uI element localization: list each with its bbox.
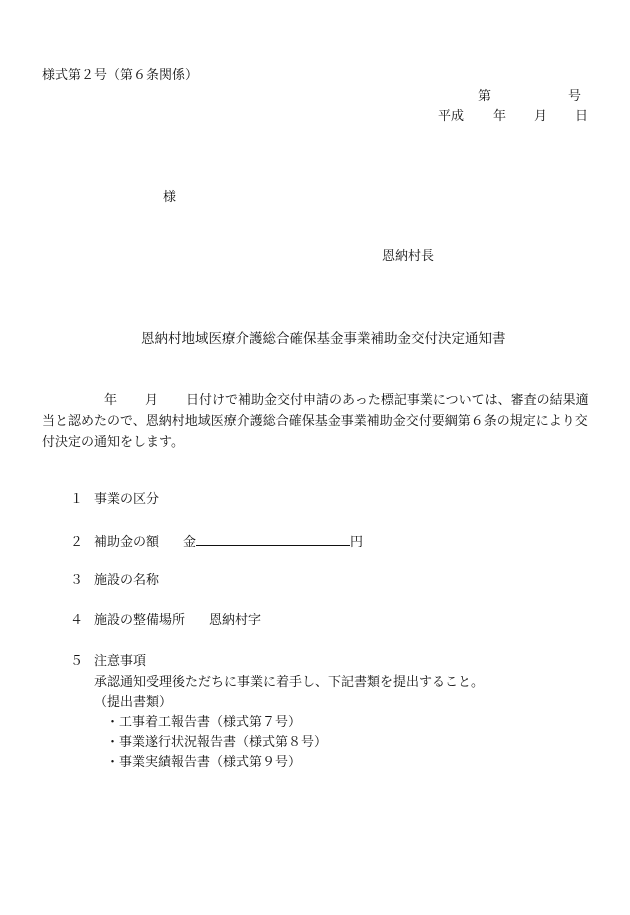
amount-prefix: 金	[183, 535, 197, 550]
notes-text: 承認通知受理後ただちに事業に着手し、下記書類を提出すること。	[94, 675, 485, 690]
body-line2: 当と認めたので、恩納村地域医療介護総合確保基金事業補助金交付要綱第６条の規定により交	[42, 414, 588, 429]
item-number: ４	[70, 613, 84, 628]
doc-number-suffix: 号	[568, 89, 582, 104]
item-label: 補助金の額	[94, 535, 160, 550]
date-era: 平成	[438, 109, 465, 124]
item-facility-name	[70, 573, 159, 589]
required-document-item: ・事業遂行状況報告書（様式第８号）	[106, 735, 328, 750]
item-facility-location	[70, 613, 261, 629]
item-label: 施設の整備場所	[94, 613, 186, 628]
date-day: 日	[575, 109, 589, 124]
item-label: 施設の名称	[94, 573, 160, 588]
item-number: ２	[70, 535, 84, 550]
body-year: 年	[104, 393, 118, 408]
form-label: 様式第２号（第６条関係）	[42, 68, 199, 83]
body-paragraph	[42, 390, 590, 453]
body-month: 月	[145, 393, 159, 408]
date-month: 月	[534, 109, 548, 124]
body-line3: 付決定の通知をします。	[42, 435, 184, 450]
item-subsidy-amount	[70, 533, 363, 551]
body-line1: 日付けで補助金交付申請のあった標記事業については、審査の結果適	[186, 393, 589, 408]
doc-number-prefix: 第	[478, 89, 492, 104]
amount-blank-line	[196, 533, 350, 546]
item-number: ５	[70, 654, 84, 669]
item-notes	[70, 654, 146, 670]
item-label: 事業の区分	[94, 492, 160, 507]
item-business-category	[70, 492, 159, 508]
item-number: １	[70, 492, 84, 507]
location-value: 恩納村字	[209, 613, 262, 628]
required-document-item: ・工事着工報告書（様式第７号）	[106, 715, 302, 730]
required-documents-header: （提出書類）	[94, 695, 173, 710]
amount-suffix: 円	[350, 535, 364, 550]
recipient-suffix: 様	[163, 190, 177, 205]
sender-name: 恩納村長	[382, 249, 435, 264]
item-label: 注意事項	[94, 654, 147, 669]
required-document-item: ・事業実績報告書（様式第９号）	[106, 755, 302, 770]
item-number: ３	[70, 573, 84, 588]
date-year: 年	[493, 109, 507, 124]
document-title: 恩納村地域医療介護総合確保基金事業補助金交付決定通知書	[141, 331, 506, 347]
